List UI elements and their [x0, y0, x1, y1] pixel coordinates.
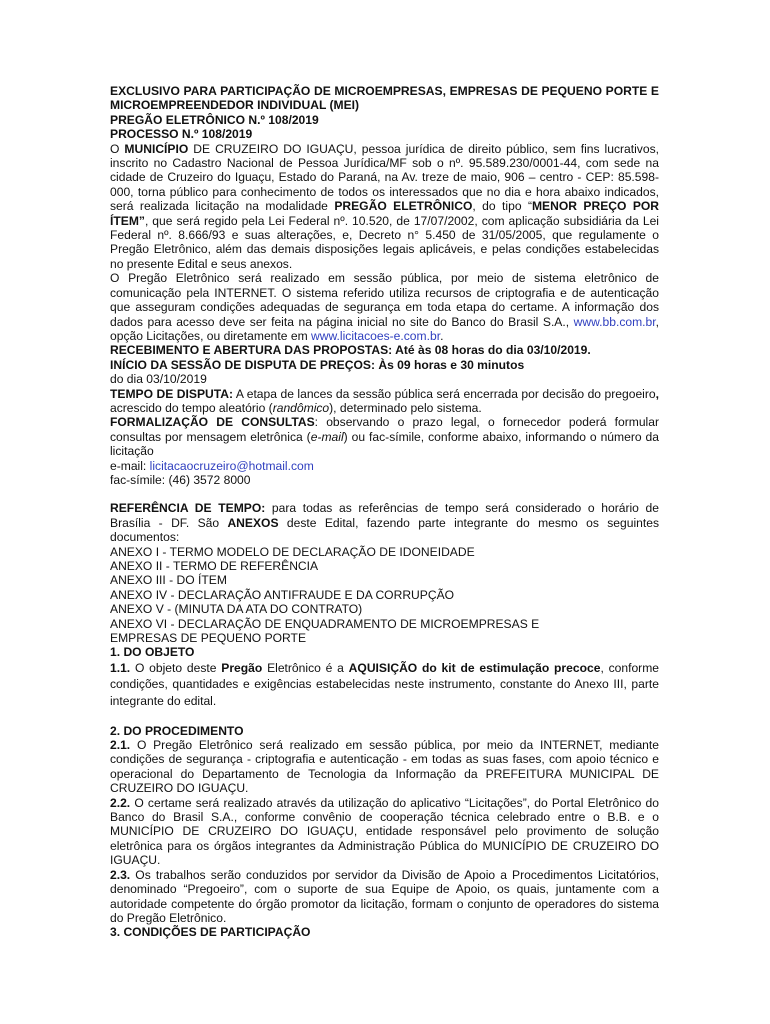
objeto-heading: 1. DO OBJETO — [110, 645, 195, 660]
clause-number: 2.1. — [110, 738, 131, 753]
intro-text: , do tipo “ — [472, 199, 532, 214]
clause-number: 2.3. — [110, 867, 131, 882]
spacer — [110, 710, 659, 724]
email-line — [110, 459, 659, 473]
objeto-text: , conforme condições, quantidades e exigências estabelecidas neste instrumento, constante do Anexo III, parte integrante do edital. — [110, 660, 659, 709]
licitacoes-link[interactable]: www.licitacoes-e.com.br — [311, 328, 441, 343]
system-text: O Pregão Eletrônico será realizado em sessão pública, por meio de sistema eletrônico de comunicação pela INTERNET. O sistema referido utiliza recursos de criptografia e de autenticação que asseguram condições adequadas de segurança em toda etapa do certame. A informação dos dados para acesso deve ser feita na página inicial no site do Banco do Brasil S.A., — [110, 271, 659, 329]
inicio-line: INÍCIO DA SESSÃO DE DISPUTA DE PREÇOS: Às 09 horas e 30 minutos — [110, 357, 525, 372]
formalizacao-text: : observando o prazo legal, o fornecedor poderá formular consultas por mensagem eletrônica ( — [110, 415, 659, 444]
tempo-text: , — [655, 386, 659, 401]
system-text: , opção Licitações, ou diretamente em — [110, 314, 659, 343]
intro-municipio: MUNICÍPIO — [124, 141, 189, 156]
procedimento-heading: 2. DO PROCEDIMENTO — [110, 723, 244, 738]
fax-line: fac-símile: (46) 3572 8000 — [110, 472, 251, 487]
email-label: e-mail: — [110, 458, 150, 473]
formalizacao-text: ) ou fac-símile, conforme abaixo, informando o número da licitação — [110, 429, 659, 459]
objeto-pregao: Pregão — [221, 660, 263, 675]
clause-text: O certame será realizado através da utilização do aplicativo “Licitações”, do Portal Eletrônico do Banco do Brasil S.A., conforme convênio de cooperação técnica celebrado entre o B.B. e o MUNICÍPIO DE CRUZEIRO DO IGUAÇU, entidade responsável pelo provimento de solução eletrônica para os órgãos integrantes da Administração Pública do MUNICÍPIO DE CRUZEIRO DO IGUAÇU. — [110, 795, 659, 868]
recebimento-line: RECEBIMENTO E ABERTURA DAS PROPOSTAS: Até às 08 horas do dia 03/10/2019. — [110, 343, 591, 358]
pregao-heading: PREGÃO ELETRÔNICO N.º 108/2019 — [110, 112, 319, 127]
tempo-text: acrescido do tempo aleatório ( — [110, 400, 273, 415]
anexo-item: ANEXO II - TERMO DE REFERÊNCIA — [110, 559, 319, 573]
bb-link[interactable]: www.bb.com.br — [573, 314, 656, 329]
formalizacao-paragraph — [110, 415, 659, 458]
formalizacao-italic: e-mail — [310, 429, 344, 444]
anexo-item: ANEXO IV - DECLARAÇÃO ANTIFRAUDE E DA CORRUPÇÃO — [110, 587, 455, 602]
spacer — [110, 487, 659, 501]
formalizacao-label: FORMALIZAÇÃO DE CONSULTAS — [110, 415, 315, 430]
tempo-label: TEMPO DE DISPUTA: — [110, 386, 233, 401]
exclusive-heading: EXCLUSIVO PARA PARTICIPAÇÃO DE MICROEMPRESAS, EMPRESAS DE PEQUENO PORTE E MICROEMPREENDEDOR INDIVIDUAL (MEI) — [110, 84, 659, 113]
referencia-anexos: ANEXOS — [227, 515, 279, 530]
intro-tipo: MENOR PREÇO POR ÍTEM” — [110, 199, 660, 228]
clause-text: O Pregão Eletrônico será realizado em sessão pública, por meio da INTERNET, mediante condições de segurança - criptografia e autenticação - em todas as suas fases, com apoio técnico e operacional do Departamento de Tecnologia da Informação da PREFEITURA MUNICIPAL DE CRUZEIRO DO IGUAÇU. — [110, 738, 659, 796]
objeto-aquisicao: AQUISIÇÃO do kit de estimulação precoce — [348, 660, 601, 675]
system-text: . — [440, 328, 444, 343]
participacao-heading: 3. CONDIÇÕES DE PARTICIPAÇÃO — [110, 925, 311, 940]
intro-text: , que será regido pela Lei Federal nº. 10.520, de 17/07/2002, com aplicação subsidiária da Lei Federal nº. 8.666/93 e suas alterações, e, Decreto n° 5.450 de 31/05/2005, que regulamente o Pregão Eletrônico, além das demais disposições legais aplicáveis, e pelas condições estabelecidas no presente Edital e seus anexos. — [110, 213, 659, 271]
objeto-text: Eletrônico é a — [262, 660, 349, 675]
clause-number: 1.1. — [110, 660, 131, 675]
clause-2-2 — [110, 796, 659, 868]
document-page — [110, 84, 659, 940]
intro-text: DE CRUZEIRO DO IGUAÇU, pessoa jurídica de direito público, sem fins lucrativos, inscrito no Cadastro Nacional de Pessoa Jurídica/MF sob o nº. 95.589.230/0001-44, com sede na cidade de Cruzeiro do Iguaçu, Estado do Paraná, na Av. treze de maio, 906 – centro - CEP: 85.598-000, torna público para conhecimento de todos os interessados que no dia e hora abaixo indicados, será realizada licitação na modalidade — [110, 141, 659, 214]
referencia-label: REFERÊNCIA DE TEMPO: — [110, 501, 266, 516]
intro-modalidade: PREGÃO ELETRÔNICO — [334, 199, 473, 214]
objeto-paragraph — [110, 660, 659, 710]
intro-text: O — [110, 141, 125, 156]
clause-text: Os trabalhos serão conduzidos por servidor da Divisão de Apoio a Procedimentos Licitatórios, denominado “Pregoeiro”, com o suporte de sua Equipe de Apoio, os quais, juntamente com a autoridade competente do órgão promotor da licitação, formam o conjunto de operadores do sistema do Pregão Eletrônico. — [110, 867, 659, 925]
referencia-paragraph — [110, 501, 659, 544]
anexo-item: ANEXO V - (MINUTA DA ATA DO CONTRATO) — [110, 602, 363, 617]
referencia-text: deste Edital, fazendo parte integrante do mesmo os seguintes documentos: — [110, 515, 659, 545]
referencia-text: para todas as referências de tempo será considerado o horário de Brasília - DF. São — [110, 501, 659, 530]
clause-2-1 — [110, 738, 659, 796]
objeto-text: O objeto deste — [130, 660, 222, 675]
inicio-date: do dia 03/10/2019 — [110, 372, 207, 387]
anexo-item: ANEXO I - TERMO MODELO DE DECLARAÇÃO DE IDONEIDADE — [110, 544, 475, 559]
intro-paragraph — [110, 142, 659, 272]
tempo-text: A etapa de lances da sessão pública será encerrada por decisão do pregoeiro — [233, 386, 656, 401]
anexo-item: ANEXO VI - DECLARAÇÃO DE ENQUADRAMENTO DE MICROEMPRESAS E EMPRESAS DE PEQUENO PORTE — [110, 616, 540, 646]
tempo-paragraph — [110, 387, 659, 416]
system-paragraph — [110, 271, 659, 343]
clause-2-3 — [110, 868, 659, 926]
processo-heading: PROCESSO N.º 108/2019 — [110, 127, 253, 142]
tempo-italic: randômico — [272, 400, 330, 415]
clause-number: 2.2. — [110, 795, 131, 810]
email-link[interactable]: licitacaocruzeiro@hotmail.com — [149, 458, 314, 473]
anexo-item: ANEXO III - DO ÍTEM — [110, 573, 227, 588]
tempo-text: ), determinado pelo sistema. — [329, 400, 482, 415]
